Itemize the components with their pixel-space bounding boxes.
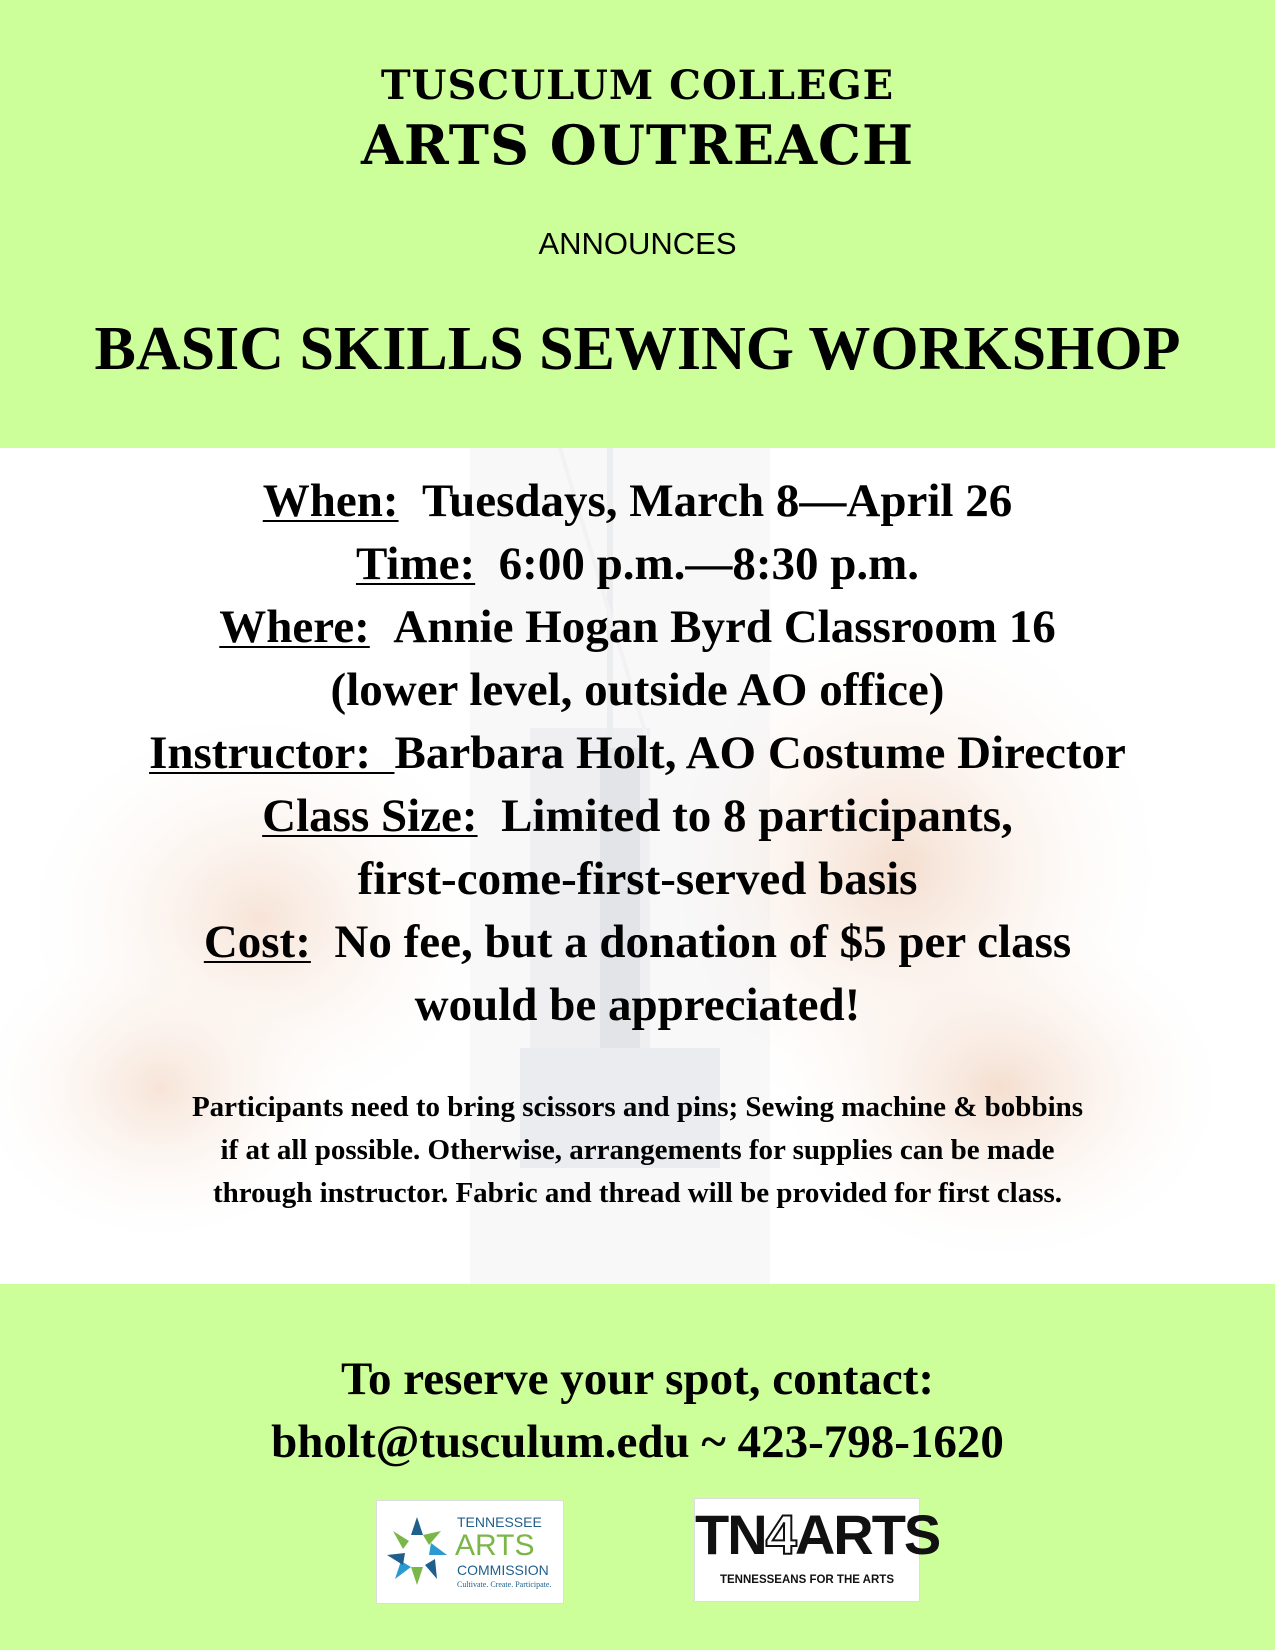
supplies-line2: if at all possible. Otherwise, arrangements for supplies can be made — [220, 1134, 1055, 1166]
when-label: When: — [262, 475, 399, 527]
cost-row-2: would be appreciated! — [414, 979, 861, 1031]
class-size-label: Class Size: — [262, 790, 478, 842]
contact-email-phone: bholt@tusculum.edu ~ 423-798-1620 — [271, 1416, 1004, 1468]
instructor-row — [0, 722, 1275, 785]
tac-line2: ARTS — [455, 1529, 535, 1562]
cost-row — [0, 911, 1275, 974]
tn4arts-logo — [694, 1498, 940, 1602]
time-value: 6:00 p.m.—8:30 p.m. — [498, 538, 920, 590]
cost-value: No fee, but a donation of $5 per class — [334, 916, 1072, 968]
when-row — [0, 470, 1275, 533]
instructor-value: Barbara Holt, AO Costume Director — [394, 727, 1126, 779]
tennessee-arts-commission-logo — [376, 1500, 564, 1604]
event-details — [0, 470, 1275, 1037]
where-row-2: (lower level, outside AO office) — [330, 664, 945, 716]
tn4arts-subtitle: TENNESSEANS FOR THE ARTS — [719, 1574, 894, 1586]
time-label: Time: — [355, 538, 476, 590]
where-row — [0, 596, 1275, 659]
supplies-line1: Participants need to bring scissors and pins; Sewing machine & bobbins — [191, 1091, 1084, 1123]
tac-tagline: Cultivate. Create. Participate. — [457, 1580, 552, 1589]
tac-line1: TENNESSEE — [457, 1514, 542, 1530]
class-size-row — [0, 785, 1275, 848]
tac-star-icon — [385, 1515, 449, 1587]
time-row — [0, 533, 1275, 596]
instructor-label: Instructor: — [149, 727, 371, 779]
contact-band — [0, 1284, 1275, 1650]
supplies-note — [0, 1086, 1275, 1215]
contact-heading: To reserve your spot, contact: — [340, 1353, 935, 1405]
tn4arts-wordmark: TN4ARTS — [695, 1503, 940, 1566]
where-label: Where: — [219, 601, 370, 653]
workshop-title: BASIC SKILLS SEWING WORKSHOP — [94, 315, 1181, 383]
details-band — [0, 448, 1275, 1284]
class-size-value: Limited to 8 participants, — [501, 790, 1013, 842]
contact-info — [0, 1348, 1275, 1474]
class-size-row-2: first-come-first-served basis — [357, 853, 918, 905]
cost-label: Cost: — [203, 916, 311, 968]
where-value: Annie Hogan Byrd Classroom 16 — [393, 601, 1056, 653]
supplies-line3: through instructor. Fabric and thread will be provided for first class. — [212, 1177, 1063, 1209]
org-name-line2: ARTS OUTREACH — [360, 113, 915, 177]
tac-line3: COMMISSION — [457, 1562, 549, 1578]
announces-label: ANNOUNCES — [538, 226, 737, 261]
when-value: Tuesdays, March 8—April 26 — [422, 475, 1013, 527]
header-band — [0, 0, 1275, 448]
org-name-line1: TUSCULUM COLLEGE — [380, 62, 895, 109]
